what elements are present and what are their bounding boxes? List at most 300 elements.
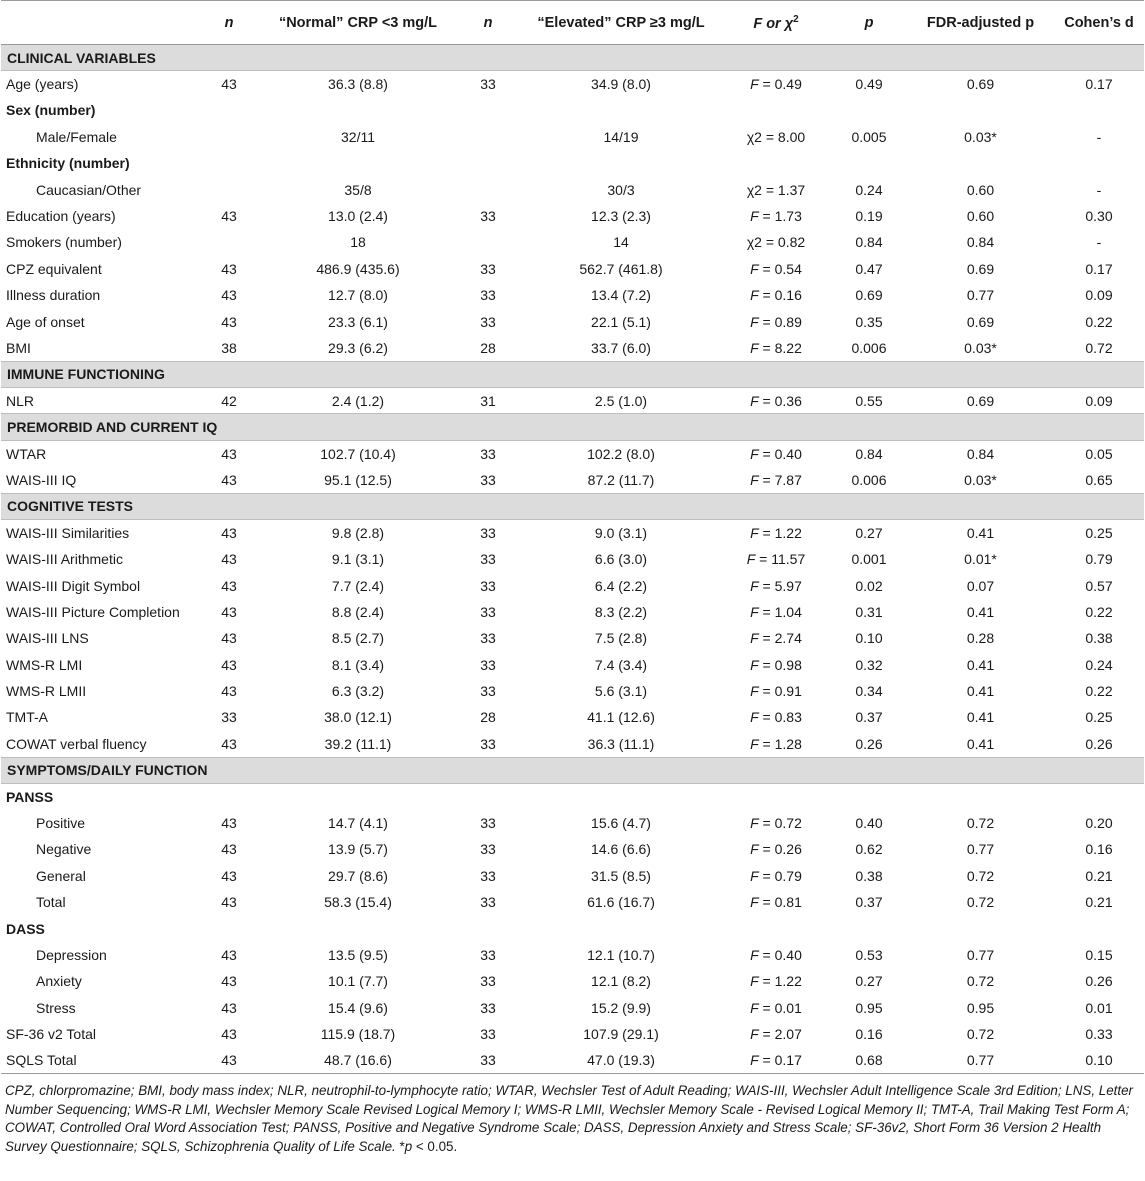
cohens-d-cell: 0.22 [1085,603,1113,620]
elevated-crp-cell: 562.7 (461.8) [579,260,663,277]
statistic-symbol: F [750,735,759,752]
fdr-p-cell: 0.41 [966,603,995,620]
table-row [1,625,1144,651]
p-cell: 0.006 [851,471,887,488]
p-cell: 0.006 [851,339,887,356]
normal-crp-cell: 39.2 (11.1) [324,735,392,752]
table-row [1,124,1144,150]
fdr-p-cell: 0.77 [907,1047,1054,1073]
cohens-d-cell: 0.22 [1085,683,1113,700]
n-normal-cell [197,176,261,202]
table-row [1,440,1144,466]
fdr-p-cell: 0.03* [964,471,997,488]
cohens-d-cell: 0.24 [1085,656,1113,673]
normal-crp-cell: 115.9 (18.7) [320,1026,396,1043]
table-row [1,308,1144,334]
statistic-symbol: F [750,683,759,700]
normal-crp-cell: 23.3 (6.1) [328,313,388,330]
table-row [1,651,1144,677]
elevated-crp-cell: 8.3 (2.2) [594,603,648,620]
subgroup-row [1,150,1144,176]
fdr-p-cell: 0.72 [966,894,995,911]
n-elevated-cell: 33 [480,260,496,277]
statistic-value: = 1.73 [758,208,802,225]
elevated-crp-cell: 12.1 (8.2) [591,973,651,990]
n-elevated-cell: 33 [480,683,496,700]
statistic-value: = 0.83 [758,709,802,726]
statistic-cell [721,388,831,414]
statistic-cell [721,124,831,150]
subgroup-label: Sex (number) [6,102,96,119]
table-row [1,520,1144,546]
normal-crp-cell: 9.8 (2.8) [331,524,385,541]
statistic-cell [721,995,831,1021]
table-row [1,1047,1144,1073]
header-statistic [721,1,831,45]
statistic-symbol: F [750,630,759,647]
n-normal-cell: 43 [221,260,237,277]
p-cell: 0.69 [855,287,883,304]
n-normal-cell: 43 [221,603,237,620]
elevated-crp-cell: 15.2 (9.9) [591,999,651,1016]
statistic-cell [721,440,831,466]
variable-label: WAIS-III Digit Symbol [6,577,141,594]
p-cell: 0.27 [855,524,883,541]
statistic-cell [721,467,831,493]
table-row [1,176,1144,202]
statistic-value: = 0.40 [758,946,802,963]
normal-crp-cell: 29.7 (8.6) [328,867,388,884]
statistic-cell [721,1021,831,1047]
table-row [1,282,1144,308]
fdr-p-cell: 0.95 [966,999,995,1016]
statistic-cell [721,71,831,97]
fdr-p-cell: 0.77 [966,946,995,963]
variable-label: Male/Female [36,128,117,145]
elevated-crp-cell: 61.6 (16.7) [587,894,655,911]
statistic-value: = 2.07 [758,1026,802,1043]
fdr-p-cell: 0.03* [964,128,997,145]
n-elevated-cell: 31 [480,392,496,409]
normal-crp-cell: 102.7 (10.4) [320,445,396,462]
n-normal-cell: 43 [221,445,237,462]
normal-crp-cell: 14.7 (4.1) [328,815,388,832]
variable-label: WAIS-III IQ [6,471,77,488]
n-normal-cell: 43 [221,630,237,647]
footnote-p: p [404,1138,413,1154]
statistic-symbol: F [750,1026,759,1043]
statistic-cell [721,599,831,625]
statistic-symbol: F [750,260,759,277]
table-row [1,467,1144,493]
statistic-value: = 0.79 [758,867,802,884]
variable-label: WAIS-III Picture Completion [6,603,180,620]
statistic-cell [721,651,831,677]
n-normal-cell: 43 [221,656,237,673]
statistic-cell [721,836,831,862]
p-cell: 0.32 [855,656,883,673]
variable-label: General [36,867,86,884]
statistic-value: = 1.04 [758,603,802,620]
table-row [1,256,1144,282]
normal-crp-cell: 9.1 (3.1) [331,551,385,568]
statistic-cell [721,731,831,757]
statistic-cell [721,625,831,651]
cohens-d-cell: - [1096,234,1102,251]
n-normal-cell: 43 [221,208,237,225]
n-normal-cell: 43 [221,524,237,541]
variable-label: WAIS-III LNS [6,630,89,647]
cohens-d-cell: 0.22 [1085,313,1113,330]
variable-label: Caucasian/Other [36,181,142,198]
n-elevated-cell: 33 [480,603,496,620]
statistic-value: = 8.22 [758,339,802,356]
table-row [1,335,1144,361]
elevated-crp-cell: 41.1 (12.6) [587,709,655,726]
normal-crp-cell: 8.8 (2.4) [331,603,385,620]
cohens-d-cell: 0.25 [1085,524,1113,541]
normal-crp-cell: 95.1 (12.5) [324,471,392,488]
cohens-d-cell: 0.72 [1085,339,1113,356]
statistic-cell [721,889,831,915]
normal-crp-cell: 36.3 (8.8) [328,76,388,93]
subgroup-label: Ethnicity (number) [6,155,130,172]
variable-label: Age (years) [6,76,79,93]
cohens-d-cell: - [1096,128,1102,145]
cohens-d-cell: 0.33 [1085,1026,1113,1043]
subgroup-label: PANSS [6,788,54,805]
fdr-p-cell: 0.28 [966,630,995,647]
p-cell: 0.95 [855,999,883,1016]
header-cohens-d: Cohen’s d [1054,1,1144,45]
variable-label: WMS-R LMII [6,683,87,700]
n-normal-cell: 43 [221,999,237,1016]
variable-label: WMS-R LMI [6,656,83,673]
statistic-value: = 0.49 [758,76,802,93]
p-cell: 0.001 [851,551,887,568]
normal-crp-cell: 486.9 (435.6) [316,260,400,277]
cohens-d-cell: 0.57 [1085,577,1113,594]
cohens-d-cell: 0.26 [1085,735,1113,752]
statistic-value: = 0.16 [758,287,802,304]
statistic-cell [721,520,831,546]
elevated-crp-cell: 6.6 (3.0) [594,551,648,568]
variable-label: WAIS-III Similarities [6,524,130,541]
p-cell: 0.49 [855,76,883,93]
variable-label: WAIS-III Arithmetic [6,551,123,568]
elevated-crp-cell: 107.9 (29.1) [583,1026,659,1043]
cohens-d-cell: 0.21 [1085,867,1113,884]
header-n-normal: n [197,1,261,45]
footnote-main: CPZ, chlorpromazine; BMI, body mass index; NLR, neutrophil-to-lymphocyte ratio; WTAR, Wechsler Test of Adult Reading; WAIS-III, Wechsler Adult Intelligence Scale 3rd Edition; LNS, Letter Number Sequencing; WMS-R LMI, Wechsler Memory Scale Revised Logical Memory I; WMS-R LMII, Wechsler Memory Scale - Revised Logical Memory II; TMT-A, Trail Making Test Form A; COWAT, Controlled Oral Word Association Test; PANSS, Positive and Negative Syndrome Scale; DASS, Depression Anxiety and Stress Scale; SF-36v2, Short Form 36 Version 2 Health Survey Questionnaire; SQLS, Schizophrenia Quality of Life Scale. [5,1083,1134,1154]
n-elevated-cell: 33 [480,524,496,541]
variable-label: TMT-A [6,709,48,726]
fdr-p-cell: 0.69 [966,260,995,277]
n-elevated-cell: 33 [480,735,496,752]
n-normal-cell: 43 [221,471,237,488]
normal-crp-cell: 7.7 (2.4) [331,577,385,594]
statistic-symbol: F [750,999,759,1016]
p-cell: 0.34 [855,683,883,700]
table-row [1,678,1144,704]
variable-label: Smokers (number) [6,234,122,251]
table-row [1,1021,1144,1047]
n-normal-cell: 43 [221,76,237,93]
table-row [1,731,1144,757]
p-cell: 0.27 [855,973,883,990]
n-normal-cell: 43 [197,1047,261,1073]
statistic-symbol: F [750,287,759,304]
cohens-d-cell: 0.10 [1054,1047,1144,1073]
statistic-cell [721,335,831,361]
variable-label: COWAT verbal fluency [6,735,147,752]
n-elevated-cell: 33 [480,894,496,911]
fdr-p-cell: 0.41 [966,683,995,700]
normal-crp-cell: 8.1 (3.4) [331,656,385,673]
statistic-cell [721,1047,831,1073]
n-normal-cell: 43 [221,815,237,832]
statistic-cell [721,678,831,704]
statistic-value: = 1.22 [758,973,802,990]
subgroup-row [1,783,1144,809]
section-row [1,414,1144,440]
fdr-p-cell: 0.69 [966,313,995,330]
statistic-value: = 1.28 [758,735,802,752]
n-normal-cell: 43 [221,735,237,752]
n-elevated-cell: 33 [480,287,496,304]
statistic-value: = 0.26 [758,841,802,858]
header-statistic-label: F or χ [753,15,794,32]
cohens-d-cell: 0.09 [1085,392,1113,409]
n-elevated-cell: 33 [480,867,496,884]
section-row [1,757,1144,783]
variable-label: WTAR [6,445,47,462]
statistic-value: = 0.40 [758,445,802,462]
statistic-symbol: F [750,603,759,620]
fdr-p-cell: 0.72 [966,867,995,884]
n-normal-cell [197,229,261,255]
p-cell: 0.005 [851,128,887,145]
table-row [1,572,1144,598]
fdr-p-cell: 0.84 [966,445,995,462]
normal-crp-cell: 35/8 [344,181,372,198]
fdr-p-cell: 0.77 [966,841,995,858]
table-row [1,810,1144,836]
header-normal-crp: “Normal” CRP <3 mg/L [261,1,455,45]
n-normal-cell: 42 [221,392,237,409]
statistic-cell [721,572,831,598]
statistic-cell [721,308,831,334]
n-elevated-cell: 33 [480,973,496,990]
n-elevated-cell: 33 [480,471,496,488]
statistic-cell [721,863,831,889]
n-elevated-cell [455,124,521,150]
header-n-elevated: n [455,1,521,45]
cohens-d-cell: 0.30 [1085,208,1113,225]
statistic-symbol: F [750,709,759,726]
statistic-symbol: F [750,445,759,462]
fdr-p-cell: 0.72 [966,973,995,990]
n-elevated-cell: 33 [480,208,496,225]
footnote-star: * [399,1138,405,1154]
fdr-p-cell: 0.03* [964,339,997,356]
elevated-crp-cell: 36.3 (11.1) [587,735,655,752]
section-row [1,45,1144,71]
elevated-crp-cell: 34.9 (8.0) [591,76,651,93]
statistic-cell [721,282,831,308]
table-row [1,863,1144,889]
statistic-symbol: F [750,339,759,356]
n-elevated-cell: 33 [480,999,496,1016]
cohens-d-cell: 0.16 [1085,841,1113,858]
elevated-crp-cell: 14 [613,234,629,251]
p-cell: 0.38 [855,867,883,884]
elevated-crp-cell: 87.2 (11.7) [587,471,655,488]
n-normal-cell: 43 [221,841,237,858]
fdr-p-cell: 0.72 [966,1026,995,1043]
footnote-rest: < 0.05. [412,1138,458,1154]
subgroup-label: DASS [6,920,45,937]
n-normal-cell [197,124,261,150]
table-row [1,995,1144,1021]
normal-crp-cell: 58.3 (15.4) [324,894,392,911]
statistic-symbol: F [750,577,759,594]
variable-label: Stress [36,999,76,1016]
statistic-symbol: F [750,841,759,858]
n-elevated-cell: 33 [480,445,496,462]
statistic-cell [721,176,831,202]
statistic-cell [721,810,831,836]
statistic-value: χ2 = 1.37 [746,181,806,198]
n-normal-cell: 43 [221,287,237,304]
p-cell: 0.47 [855,260,883,277]
table-row [1,704,1144,730]
header-row [1,1,1144,45]
statistic-value: = 0.17 [758,1052,802,1069]
n-normal-cell: 43 [221,683,237,700]
footnote [5,1082,1139,1156]
p-cell: 0.37 [855,709,883,726]
section-row [1,361,1144,387]
fdr-p-cell: 0.69 [966,76,995,93]
fdr-p-cell: 0.77 [966,287,995,304]
statistic-symbol: F [750,524,759,541]
table-row [1,889,1144,915]
statistic-symbol: F [750,946,759,963]
fdr-p-cell: 0.84 [966,234,995,251]
cohens-d-cell: 0.25 [1085,709,1113,726]
statistic-symbol: F [750,471,759,488]
n-elevated-cell: 33 [480,577,496,594]
section-header: IMMUNE FUNCTIONING [1,361,1144,387]
n-normal-cell: 43 [221,894,237,911]
p-cell: 0.55 [855,392,883,409]
cohens-d-cell: 0.15 [1085,946,1113,963]
statistic-symbol: F [750,656,759,673]
normal-crp-cell: 13.9 (5.7) [328,841,388,858]
elevated-crp-cell: 9.0 (3.1) [594,524,648,541]
table-row [1,203,1144,229]
table-row [1,599,1144,625]
fdr-p-cell: 0.69 [966,392,995,409]
variable-label: Total [36,894,66,911]
variable-label: Education (years) [6,208,116,225]
p-cell: 0.35 [855,313,883,330]
n-normal-cell: 43 [221,1026,237,1043]
cohens-d-cell: - [1096,181,1102,198]
n-elevated-cell: 33 [480,313,496,330]
p-cell: 0.62 [855,841,883,858]
n-elevated-cell: 33 [480,656,496,673]
statistic-symbol: F [750,973,759,990]
variable-label: NLR [6,392,35,409]
table-row [1,546,1144,572]
p-cell: 0.02 [855,577,883,594]
table-row [1,229,1144,255]
normal-crp-cell: 18 [350,234,366,251]
variable-label: BMI [6,339,31,356]
n-elevated-cell: 33 [480,946,496,963]
section-header: CLINICAL VARIABLES [1,45,1144,71]
header-statistic-sup: 2 [793,13,799,25]
statistic-value: = 0.01 [758,999,802,1016]
p-cell: 0.26 [855,735,883,752]
n-normal-cell: 43 [221,551,237,568]
cohens-d-cell: 0.21 [1085,894,1113,911]
normal-crp-cell: 6.3 (3.2) [331,683,385,700]
variable-label: Anxiety [36,973,82,990]
normal-crp-cell: 13.0 (2.4) [328,208,388,225]
variable-label: Negative [36,841,92,858]
normal-crp-cell: 8.5 (2.7) [331,630,385,647]
elevated-crp-cell: 33.7 (6.0) [591,339,651,356]
normal-crp-cell: 15.4 (9.6) [328,999,388,1016]
statistic-value: = 0.81 [758,894,802,911]
statistic-cell [721,256,831,282]
statistic-value: = 7.87 [758,471,802,488]
statistic-value: χ2 = 8.00 [746,128,806,145]
p-cell: 0.19 [855,208,883,225]
elevated-crp-cell: 5.6 (3.1) [594,683,648,700]
cohens-d-cell: 0.20 [1085,815,1113,832]
table-row [1,836,1144,862]
table-row [1,942,1144,968]
elevated-crp-cell: 12.1 (10.7) [587,946,655,963]
variable-label: Age of onset [6,313,85,330]
variable-label: Illness duration [6,287,101,304]
normal-crp-cell: 29.3 (6.2) [328,339,388,356]
statistic-symbol: F [750,867,759,884]
cohens-d-cell: 0.09 [1085,287,1113,304]
results-table [1,0,1144,1074]
statistic-value: = 11.57 [755,551,806,568]
normal-crp-cell: 48.7 (16.6) [261,1047,455,1073]
elevated-crp-cell: 2.5 (1.0) [594,392,648,409]
n-elevated-cell [455,176,521,202]
statistic-value: = 1.22 [758,524,802,541]
section-row [1,493,1144,519]
subgroup-row [1,915,1144,941]
p-cell: 0.37 [855,894,883,911]
normal-crp-cell: 38.0 (12.1) [324,709,392,726]
section-header: PREMORBID AND CURRENT IQ [1,414,1144,440]
n-elevated-cell: 33 [480,815,496,832]
n-elevated-cell: 33 [480,841,496,858]
elevated-crp-cell: 30/3 [607,181,635,198]
statistic-value: = 0.36 [758,392,802,409]
cohens-d-cell: 0.26 [1085,973,1113,990]
p-cell: 0.10 [855,630,883,647]
